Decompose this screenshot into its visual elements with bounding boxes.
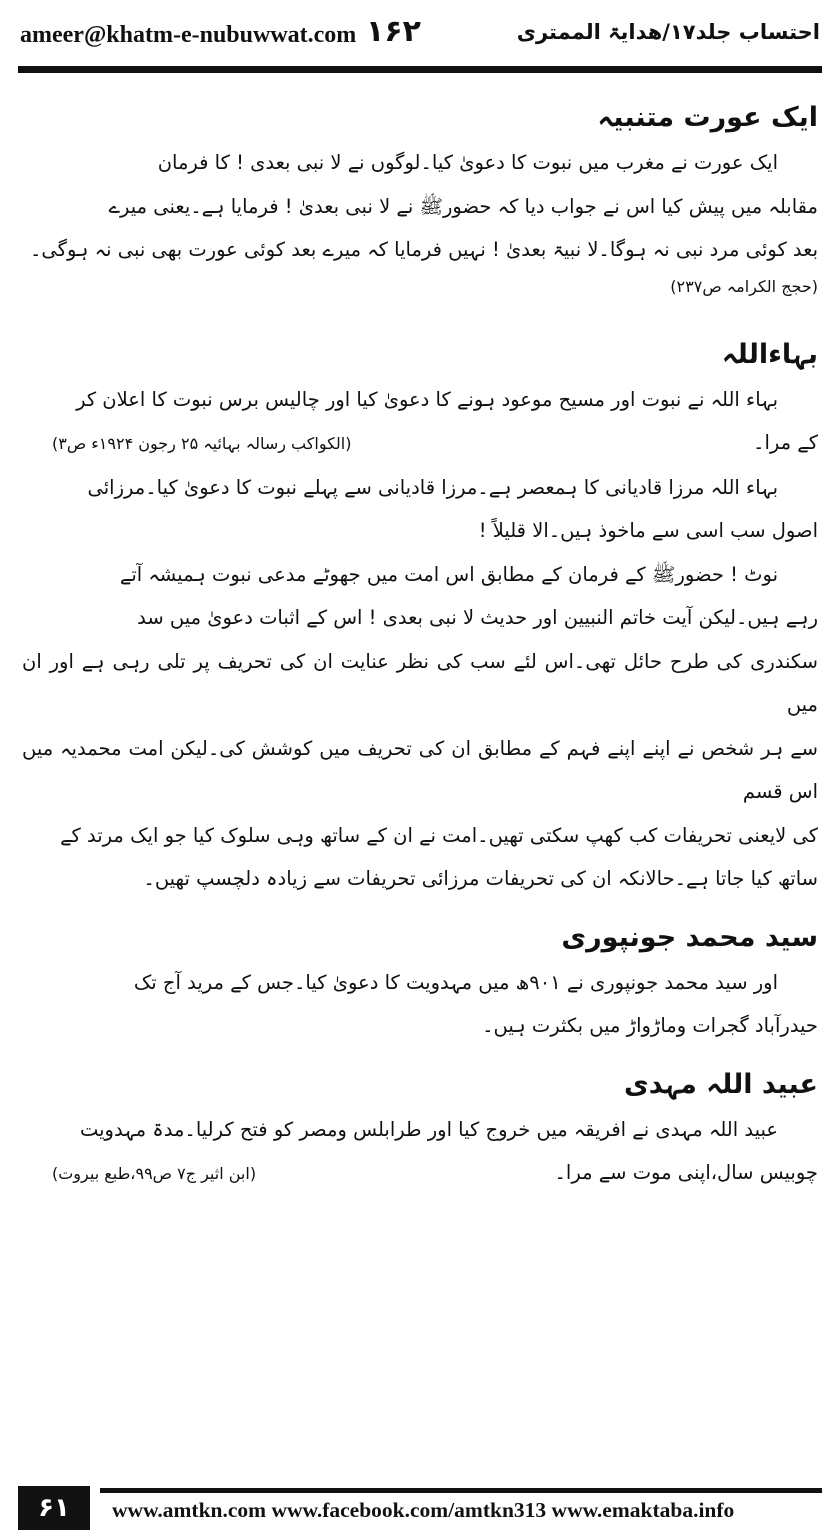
reference: (الکواکب رسالہ بہائیہ ۲۵ رجون ۱۹۲۴ء ص۳) xyxy=(52,434,352,453)
text-line-with-ref xyxy=(22,421,818,466)
text-line: سے ہر شخص نے اپنے اپنے فہم کے مطابق ان کی تحریف میں کوشش کی۔لیکن امت محمدیہ میں اس قسم xyxy=(22,736,818,803)
header-rule xyxy=(18,66,822,73)
section-heading: سید محمد جونپوری xyxy=(561,921,818,953)
footer-page-badge: ۶۱ xyxy=(18,1486,90,1530)
page-content xyxy=(22,95,818,1196)
reference: (ابن اثیر ج۷ ص۹۹،طبع بیروت) xyxy=(52,1164,257,1183)
text-line-with-ref xyxy=(22,1151,818,1196)
section-body xyxy=(22,141,818,302)
section-body xyxy=(22,961,818,1048)
section-heading: عبید اللہ مہدی xyxy=(624,1068,818,1100)
text-line: حیدرآباد گجرات وماڑواڑ میں بکثرت ہیں۔ xyxy=(482,1014,818,1037)
section-heading: بہاءاللہ xyxy=(721,338,818,370)
text-line: رہے ہیں۔لیکن آیت خاتم النبیین اور حدیث لا نبی بعدی ! اس کے اثبات دعویٰ میں سد xyxy=(137,606,818,629)
text-line: اور سید محمد جونپوری نے ۹۰۱ھ میں مہدویت کا دعویٰ کیا۔جس کے مرید آج تک xyxy=(133,970,778,994)
footer-rule xyxy=(100,1488,822,1493)
header-email[interactable]: ameer@khatm-e-nubuwwat.com xyxy=(20,22,357,48)
section-body xyxy=(22,1108,818,1196)
page-number: ۱۶۲ xyxy=(366,14,421,49)
reference: (حجج الکرامہ ص۲۳۷) xyxy=(670,276,818,296)
text-line: ساتھ کیا جاتا ہے۔حالانکہ ان کی تحریفات مرزائی تحریفات سے زیادہ دلچسپ تھیں۔ xyxy=(143,867,818,890)
text-line: چوبیس سال،اپنی موت سے مرا۔ xyxy=(554,1161,818,1184)
book-title: احتساب جلد۱۷/ھدایۃ الممتری xyxy=(516,20,820,44)
text-line: بعد کوئی مرد نبی نہ ہوگا۔لا نبیۃ بعدیٰ ! نہیں فرمایا کہ میرے بعد کوئی عورت بھی نبی نہ ہوگی۔ xyxy=(29,238,818,261)
text-line: ایک عورت نے مغرب میں نبوت کا دعویٰ کیا۔لوگوں نے لا نبی بعدی ! کا فرمان xyxy=(157,151,778,174)
text-line: مقابلہ میں پیش کیا اس نے جواب دیا کہ حضورﷺ نے لا نبی بعدیٰ ! فرمایا ہے۔یعنی میرے xyxy=(108,194,818,218)
section-heading: ایک عورت متنبیہ xyxy=(597,102,818,133)
page-footer xyxy=(0,1486,840,1540)
text-line: بہاء اللہ مرزا قادیانی کا ہمعصر ہے۔مرزا قادیانی سے پہلے نبوت کا دعویٰ کیا۔مرزائی xyxy=(87,475,778,499)
text-line: عبید اللہ مہدی نے افریقہ میں خروج کیا اور طرابلس ومصر کو فتح کرلیا۔مدۃ مہدویت xyxy=(79,1117,778,1141)
text-line: کی لایعنی تحریفات کب کھپ سکتی تھیں۔امت نے ان کے ساتھ وہی سلوک کیا جو ایک مرتد کے xyxy=(60,823,818,847)
text-line: بہاء اللہ نے نبوت اور مسیح موعود ہونے کا دعویٰ کیا اور چالیس برس نبوت کا اعلان کر xyxy=(76,387,778,411)
text-line: نوٹ ! حضورﷺ کے فرمان کے مطابق اس امت میں جھوٹے مدعی نبوت ہمیشہ آتے xyxy=(119,562,778,586)
footer-links[interactable]: www.amtkn.com www.facebook.com/amtkn313 www.emaktaba.info xyxy=(112,1498,735,1522)
text-line: سکندری کی طرح حائل تھی۔اس لئے سب کی نظر عنایت ان کی تحریف پر تلی رہی ہے اور ان میں xyxy=(22,649,818,716)
text-line: کے مرا۔ xyxy=(753,431,818,454)
page-header xyxy=(0,0,840,70)
text-line: اصول سب اسی سے ماخوذ ہیں۔الا قلیلاً ! xyxy=(478,519,818,542)
section-body xyxy=(22,378,818,901)
